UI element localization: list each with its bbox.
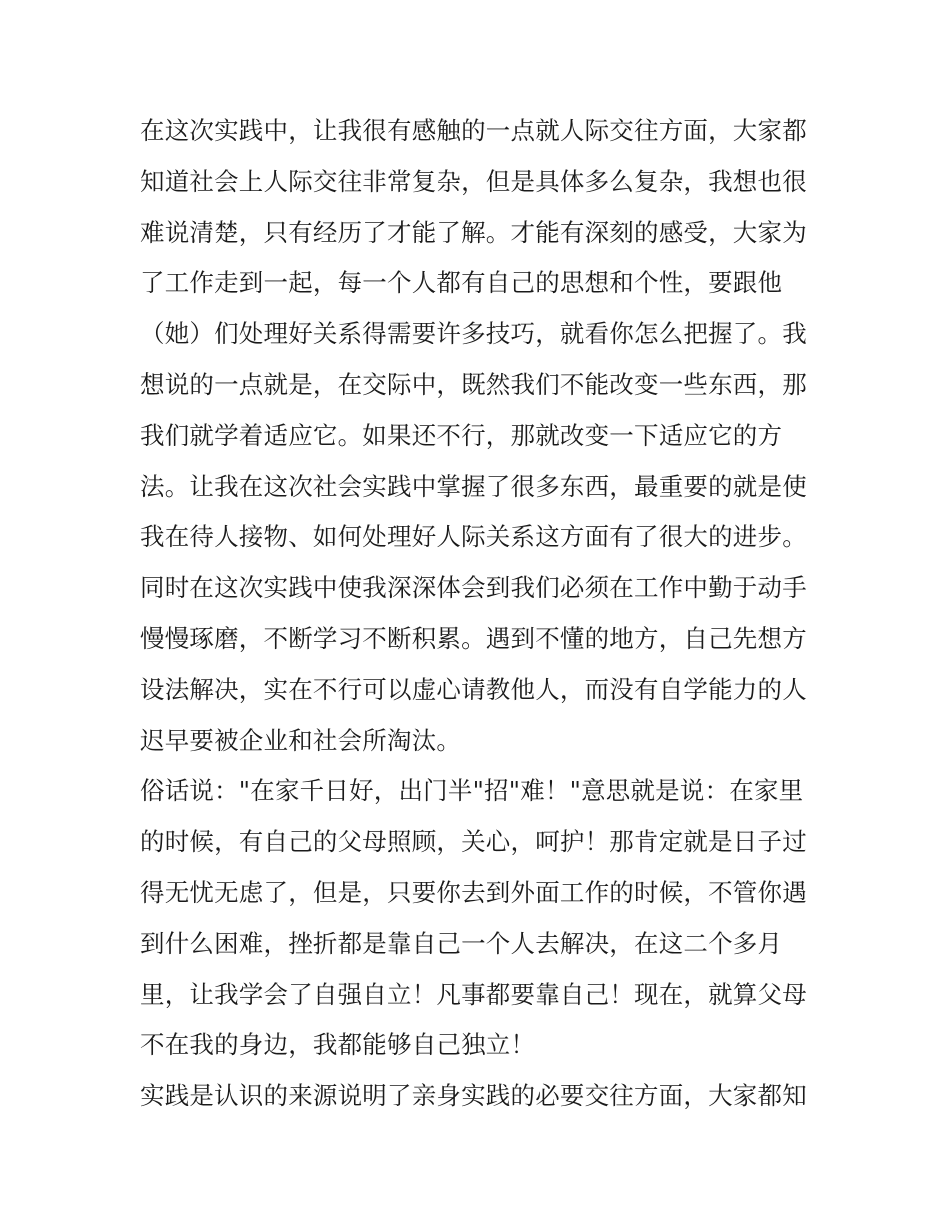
text-line: 里，让我学会了自强自立！凡事都要靠自己！现在，就算父母	[140, 979, 807, 1009]
text-line: 到什么困难，挫折都是靠自己一个人去解决，在这二个多月	[140, 928, 783, 958]
text-line: 难说清楚，只有经历了才能了解。才能有深刻的感受，大家为	[140, 217, 807, 247]
text-line: 知道社会上人际交往非常复杂，但是具体多么复杂，我想也很	[140, 166, 807, 196]
text-line: （她）们处理好关系得需要许多技巧，就看你怎么把握了。我	[140, 319, 807, 349]
text-line: 我们就学着适应它。如果还不行，那就改变一下适应它的方	[140, 420, 783, 450]
text-line: 的时候，有自己的父母照顾，关心，呵护！那肯定就是日子过	[140, 827, 807, 857]
text-line: 在这次实践中，让我很有感触的一点就人际交往方面，大家都	[140, 116, 807, 145]
text-line: 俗话说："在家千日好，出门半"招"难！"意思就是说：在家里	[140, 776, 804, 806]
text-line: 迟早要被企业和社会所淘汰。	[140, 725, 462, 755]
text-line: 不在我的身边，我都能够自己独立！	[140, 1030, 536, 1060]
text-line: 同时在这次实践中使我深深体会到我们必须在工作中勤于动手	[140, 573, 807, 603]
text-line: 我在待人接物、如何处理好人际关系这方面有了很大的进步。	[140, 522, 807, 552]
text-line: 得无忧无虑了，但是，只要你去到外面工作的时候，不管你遇	[140, 877, 807, 907]
body-text	[140, 106, 820, 1122]
text-line: 想说的一点就是，在交际中，既然我们不能改变一些东西，那	[140, 369, 807, 399]
text-line: 设法解决，实在不行可以虚心请教他人，而没有自学能力的人	[140, 674, 807, 704]
text-line: 法。让我在这次社会实践中掌握了很多东西，最重要的就是使	[140, 471, 807, 501]
text-line: 慢慢琢磨，不断学习不断积累。遇到不懂的地方，自己先想方	[140, 623, 807, 653]
text-line: 实践是认识的来源说明了亲身实践的必要交往方面，大家都知	[140, 1081, 807, 1111]
text-line: 了工作走到一起，每一个人都有自己的思想和个性，要跟他	[140, 268, 783, 298]
